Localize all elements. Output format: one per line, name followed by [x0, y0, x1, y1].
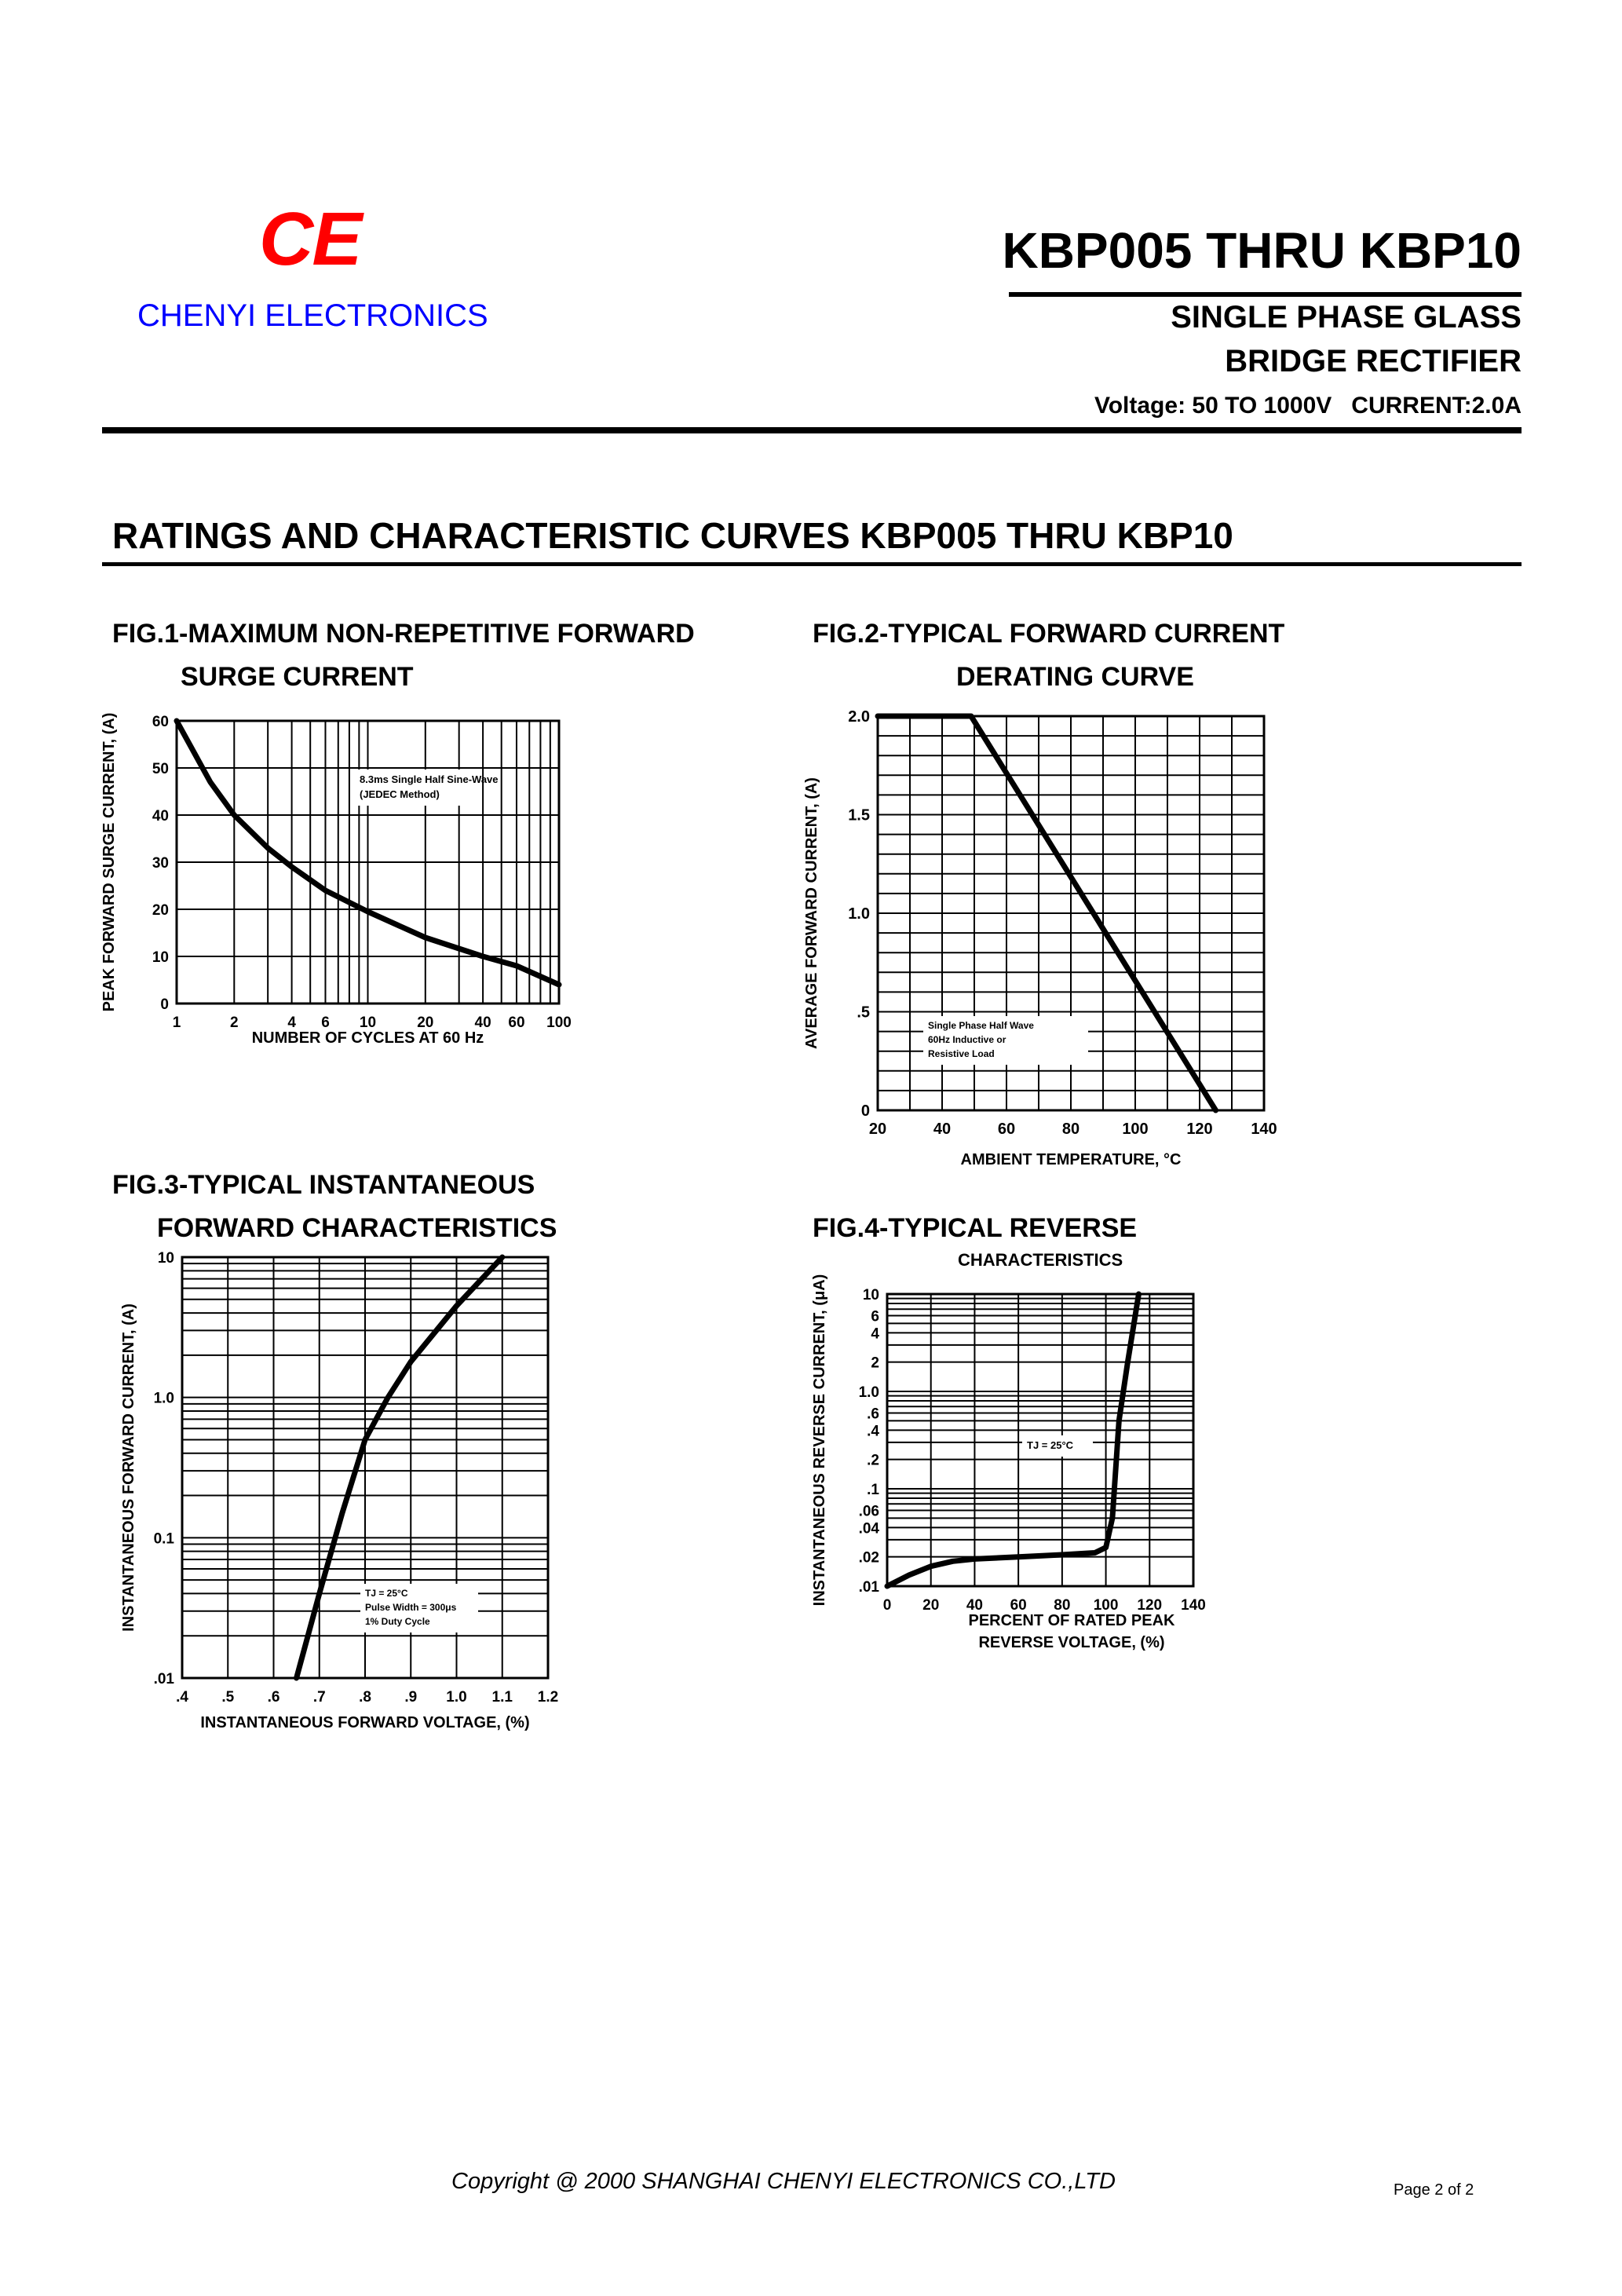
- fig3-chart: [120, 1250, 558, 1731]
- fig1-x-tick-label: 20: [417, 1015, 434, 1031]
- fig4-x-tick-label: 120: [1137, 1597, 1163, 1614]
- fig4-x-tick-label: 60: [1010, 1597, 1027, 1614]
- fig4-y-tick-label: 2: [871, 1355, 879, 1372]
- fig2-y-tick-label: .5: [857, 1004, 870, 1022]
- fig3-x-tick-label: 1.0: [446, 1689, 467, 1706]
- fig1-y-tick-label: 10: [152, 949, 169, 966]
- fig4-y-tick-label: .01: [858, 1579, 879, 1596]
- fig4-y-tick-label: .02: [858, 1549, 879, 1567]
- fig2-title-line1: FIG.2-TYPICAL FORWARD CURRENT: [813, 619, 1285, 649]
- footer-page-number: Page 2 of 2: [1394, 2181, 1474, 2199]
- fig1-x-tick-label: 6: [321, 1015, 330, 1031]
- fig2-annotation-text: Single Phase Half Wave: [928, 1020, 1034, 1031]
- fig2-x-axis-label: AMBIENT TEMPERATURE, °C: [960, 1151, 1182, 1168]
- fig3-x-tick-label: .7: [312, 1689, 326, 1706]
- fig3-x-tick-label: 1.2: [537, 1689, 559, 1706]
- section-title: RATINGS AND CHARACTERISTIC CURVES KBP005 THRU KBP10: [112, 515, 1233, 556]
- fig1-x-tick-label: 4: [287, 1015, 296, 1031]
- fig4-y-tick-label: .4: [867, 1423, 879, 1440]
- fig3-x-tick-label: .5: [221, 1689, 235, 1706]
- fig2-y-tick-label: 0: [860, 1102, 870, 1120]
- fig3-y-tick-label: 10: [157, 1250, 174, 1267]
- fig2-x-tick-label: 80: [1061, 1121, 1080, 1138]
- fig4-x-tick-label: 100: [1093, 1597, 1119, 1614]
- fig4-x-tick-label: 140: [1181, 1597, 1206, 1614]
- fig3-y-tick-label: .01: [153, 1671, 174, 1687]
- fig4-title-line2: CHARACTERISTICS: [958, 1250, 1123, 1270]
- fig4-y-tick-label: .6: [867, 1406, 879, 1423]
- fig2-y-tick-label: 1.5: [848, 806, 870, 824]
- subtitle-line-2: BRIDGE RECTIFIER: [1225, 344, 1522, 378]
- fig2-x-tick-label: 120: [1186, 1121, 1213, 1138]
- fig1-x-tick-label: 40: [474, 1015, 491, 1031]
- fig1-y-tick-label: 50: [152, 761, 169, 777]
- fig4-y-tick-label: 4: [871, 1325, 879, 1343]
- fig4-title-line1: FIG.4-TYPICAL REVERSE: [813, 1213, 1138, 1243]
- fig3-x-tick-label: .4: [176, 1689, 188, 1706]
- fig4-series-line: [887, 1294, 1138, 1586]
- fig4-y-axis-label: INSTANTANEOUS REVERSE CURRENT, (μA): [811, 1274, 828, 1607]
- company-name: CHENYI ELECTRONICS: [137, 298, 488, 333]
- fig4-x-tick-label: 0: [882, 1597, 892, 1614]
- fig1-x-axis-label: NUMBER OF CYCLES AT 60 Hz: [251, 1029, 484, 1047]
- fig4-x-axis-label: REVERSE VOLTAGE, (%): [978, 1634, 1165, 1651]
- fig1-x-tick-label: 2: [230, 1015, 239, 1031]
- fig4-y-tick-label: .1: [867, 1482, 879, 1498]
- document-title: KBP005 THRU KBP10: [1002, 222, 1522, 279]
- fig4-y-tick-label: .2: [867, 1452, 879, 1469]
- fig4-y-tick-label: 1.0: [858, 1384, 879, 1401]
- fig2-title-line2: DERATING CURVE: [956, 662, 1194, 692]
- fig1-annotation-text: 8.3ms Single Half Sine-Wave: [360, 773, 499, 785]
- fig3-annotation-text: TJ = 25°C: [365, 1588, 408, 1599]
- fig3-x-tick-label: 1.1: [491, 1689, 513, 1706]
- fig2-y-axis-label: AVERAGE FORWARD CURRENT, (A): [803, 777, 820, 1049]
- fig1-y-tick-label: 0: [160, 996, 169, 1013]
- fig4-y-tick-label: 10: [862, 1287, 879, 1303]
- fig2-x-tick-label: 60: [997, 1121, 1016, 1138]
- subtitle-line-1: SINGLE PHASE GLASS: [1171, 300, 1522, 335]
- fig3-x-tick-label: .9: [404, 1689, 418, 1706]
- fig3-annotation-text: Pulse Width = 300μs: [365, 1602, 457, 1613]
- fig1-x-tick-label: 100: [546, 1015, 572, 1031]
- fig4-x-tick-label: 40: [966, 1597, 983, 1614]
- fig3-x-tick-label: .8: [359, 1689, 371, 1706]
- fig1-x-tick-label: 1: [172, 1015, 181, 1031]
- fig1-x-tick-label: 10: [359, 1015, 377, 1031]
- fig2-annotation-text: Resistive Load: [928, 1048, 995, 1059]
- fig4-y-tick-label: .04: [858, 1520, 879, 1537]
- footer-copyright: Copyright @ 2000 SHANGHAI CHENYI ELECTRONICS CO.,LTD: [451, 2169, 1116, 2194]
- fig4-x-tick-label: 20: [922, 1597, 940, 1614]
- fig2-chart: [803, 708, 1277, 1168]
- fig3-x-tick-label: .6: [267, 1689, 280, 1706]
- fig3-title-line2: FORWARD CHARACTERISTICS: [157, 1213, 557, 1243]
- fig1-title-line2: SURGE CURRENT: [181, 662, 414, 692]
- fig1-chart: [100, 713, 572, 1047]
- fig1-y-tick-label: 20: [152, 902, 169, 919]
- fig2-x-tick-label: 20: [868, 1121, 887, 1138]
- fig2-x-tick-label: 100: [1122, 1121, 1149, 1138]
- fig1-y-tick-label: 40: [152, 808, 169, 824]
- fig3-title-line1: FIG.3-TYPICAL INSTANTANEOUS: [112, 1170, 535, 1200]
- fig3-y-tick-label: 1.0: [153, 1390, 174, 1407]
- fig3-y-axis-label: INSTANTANEOUS FORWARD CURRENT, (A): [120, 1303, 137, 1632]
- fig2-y-tick-label: 1.0: [848, 905, 870, 923]
- fig3-annotation-text: 1% Duty Cycle: [365, 1616, 430, 1627]
- voltage-current-spec: Voltage: 50 TO 1000V CURRENT:2.0A: [1094, 393, 1522, 419]
- fig4-x-tick-label: 80: [1054, 1597, 1071, 1614]
- fig1-annotation-text: (JEDEC Method): [360, 788, 440, 800]
- fig1-y-tick-label: 60: [152, 714, 169, 730]
- fig3-y-tick-label: 0.1: [153, 1530, 174, 1548]
- fig2-y-tick-label: 2.0: [848, 708, 870, 726]
- fig2-x-tick-label: 140: [1251, 1121, 1277, 1138]
- fig1-x-tick-label: 60: [508, 1015, 525, 1031]
- fig2-annotation-text: 60Hz Inductive or: [928, 1034, 1006, 1045]
- fig4-y-tick-label: 6: [871, 1308, 879, 1325]
- fig1-y-tick-label: 30: [152, 855, 169, 872]
- fig4-chart: [811, 1274, 1206, 1651]
- fig3-x-axis-label: INSTANTANEOUS FORWARD VOLTAGE, (%): [200, 1714, 530, 1731]
- company-logo: CE: [259, 197, 361, 281]
- fig2-x-tick-label: 40: [933, 1121, 952, 1138]
- fig1-y-axis-label: PEAK FORWARD SURGE CURRENT, (A): [100, 712, 118, 1012]
- fig4-annotation-text: TJ = 25°C: [1027, 1439, 1074, 1451]
- fig4-x-axis-label: PERCENT OF RATED PEAK: [968, 1612, 1175, 1629]
- fig4-y-tick-label: .06: [858, 1503, 879, 1520]
- fig1-title-line1: FIG.1-MAXIMUM NON-REPETITIVE FORWARD: [112, 619, 695, 649]
